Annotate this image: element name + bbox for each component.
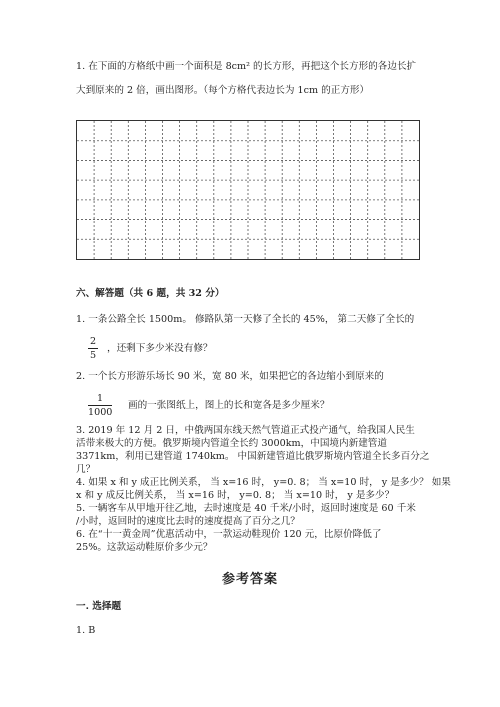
problem-4-line2: x 和 y 成反比例关系， 当 x=16 时， y=0. 8； 当 x=10 时， y 是多少？	[76, 490, 395, 501]
square-grid	[76, 120, 420, 260]
problem-2-text: 2. 一个长方形游乐场长 90 米，宽 80 米，如果把它的各边缩小到原来的	[76, 371, 384, 382]
answer-1: 1. B	[76, 625, 96, 636]
fraction-2-5	[88, 336, 98, 361]
problem-3-line3: 3371km，利用已建管道 1740km。 中国新建管道比俄罗斯境内管道全长多百分之	[76, 451, 430, 462]
problem-1-tail: ，还剩下多少米没有修？	[107, 343, 213, 354]
q1-line2: 大到原来的 2 倍，画出图形。（每个方格代表边长为 1cm 的正方形）	[76, 85, 370, 96]
q1-line1: 1. 在下面的方格纸中画一个面积是 8cm² 的长方形，再把这个长方形的各边长扩	[76, 61, 417, 72]
fraction-denominator: 1000	[88, 407, 113, 418]
fraction-1-1000	[88, 393, 112, 418]
fraction-denominator: 5	[89, 350, 97, 361]
problem-5-line1: 5. 一辆客车从甲地开往乙地，去时速度是 40 千米/小时，返回时速度是 60 千米	[76, 503, 416, 514]
answers-section-1: 一. 选择题	[76, 601, 122, 612]
problem-1-text: 1. 一条公路全长 1500m。 修路队第一天修了全长的 45%， 第二天修了全长的	[76, 314, 415, 325]
section-6-heading: 六、解答题（共 6 题，共 32 分）	[76, 288, 225, 299]
problem-4-line1: 4. 如果 x 和 y 成正比例关系， 当 x=16 时， y=0. 8； 当 x=10 时， y 是多少？ 如果	[76, 477, 451, 488]
problem-6-line2: 25%。这款运动鞋原价多少元？	[76, 542, 213, 553]
answers-title: 参考答案	[221, 572, 278, 587]
fraction-bar	[88, 405, 112, 406]
problem-6-line1: 6. 在“十一黄金周”优惠活动中，一款运动鞋现价 120 元，比原价降低了	[76, 529, 382, 540]
problem-3-line1: 3. 2019 年 12 月 2 日，中俄两国东线天然气管道正式投产通气，给我国人民生	[76, 425, 415, 436]
fraction-numerator: 2	[89, 336, 97, 347]
grid-lines	[77, 121, 419, 259]
problem-5-line2: /小时，返回时的速度比去时的速度提高了百分之几？	[76, 516, 300, 527]
problem-3-line2: 活带来极大的方便。俄罗斯境内管道全长约 3000km，中国境内新建管道	[76, 438, 387, 449]
problem-3-line4: 几？	[76, 464, 96, 475]
fraction-numerator: 1	[96, 393, 104, 404]
fraction-bar	[88, 348, 98, 349]
problem-2-tail: 画的一张图纸上，图上的长和宽各是多少厘米？	[128, 400, 330, 411]
